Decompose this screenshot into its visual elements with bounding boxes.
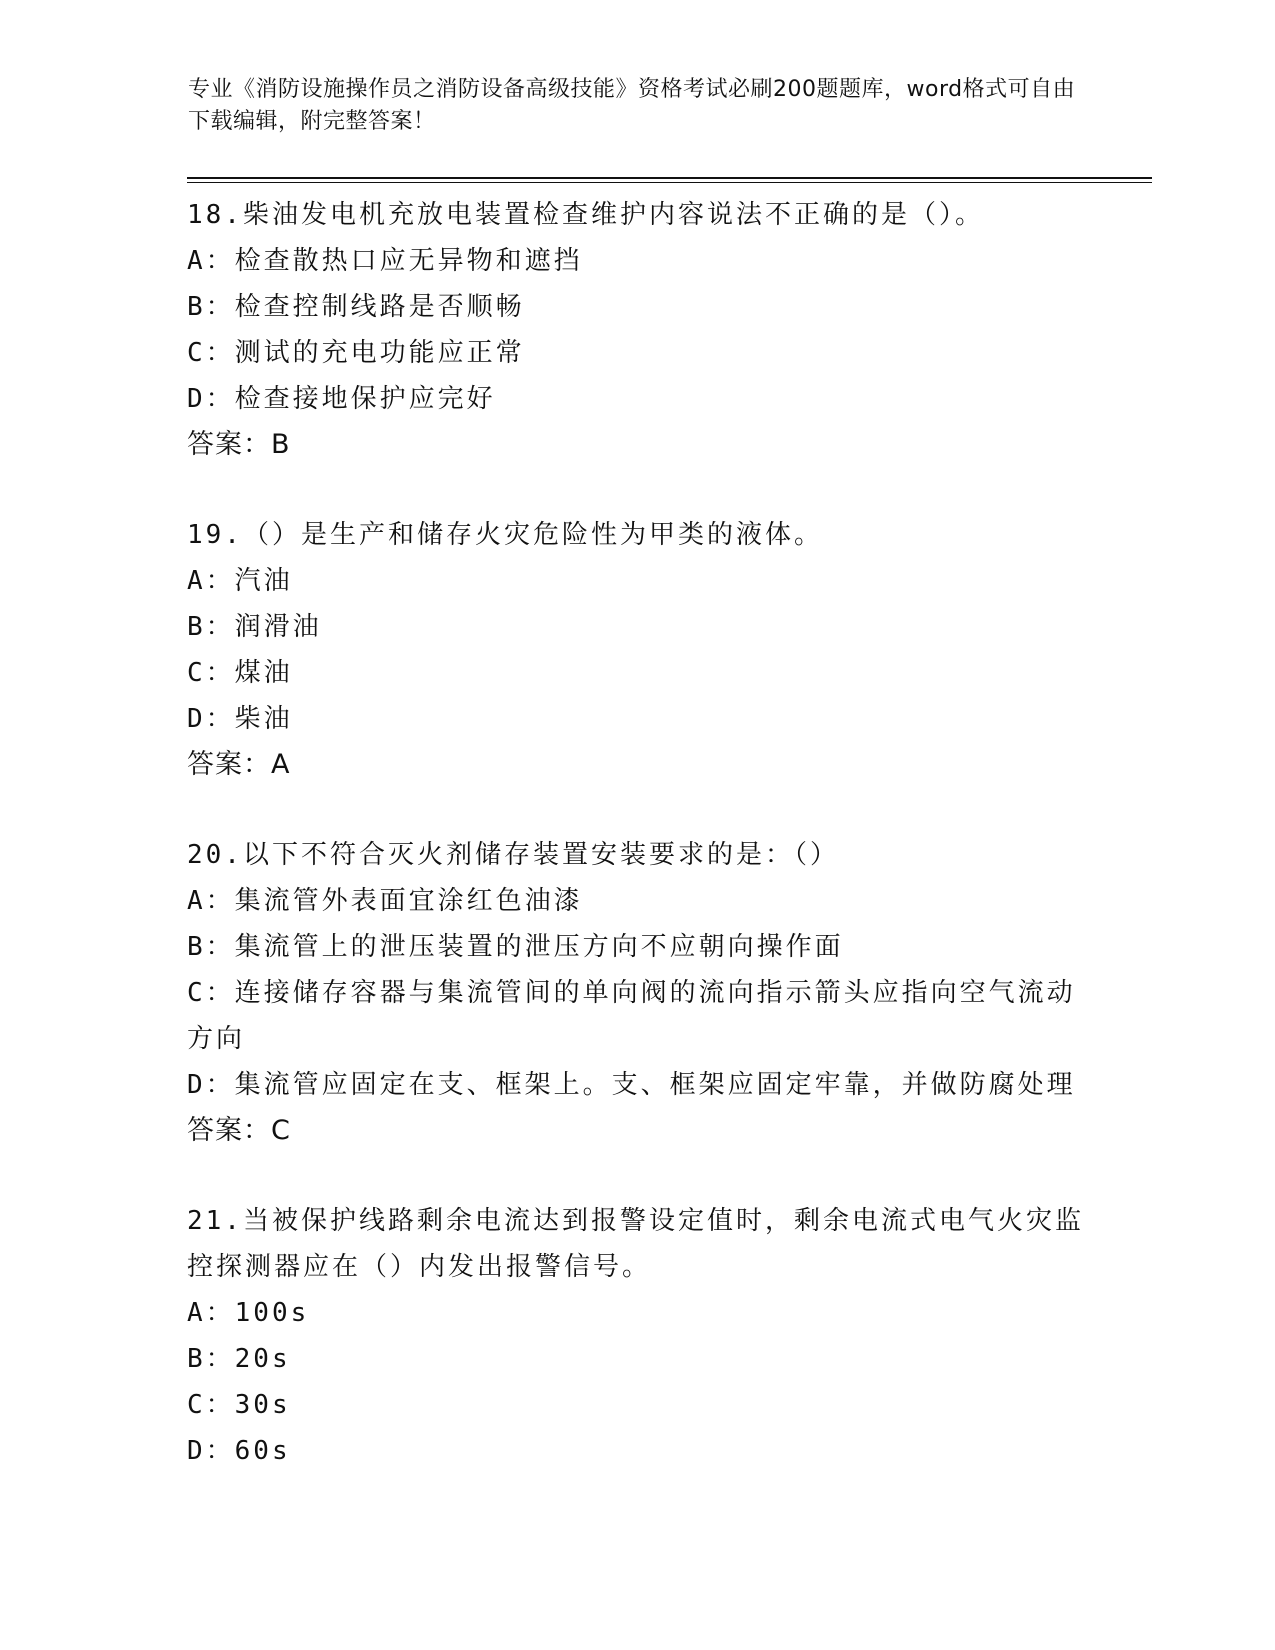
answer: 答案：B <box>187 429 291 460</box>
option-c: C：测试的充电功能应正常 <box>187 338 525 368</box>
option-a: A：集流管外表面宜涂红色油漆 <box>187 886 583 916</box>
question-text: 20.以下不符合灭火剂储存装置安装要求的是：（） <box>187 840 839 870</box>
question-text: 18.柴油发电机充放电装置检查维护内容说法不正确的是（）。 <box>187 200 984 230</box>
question-text: 21.当被保护线路剩余电流达到报警设定值时，剩余电流式电气火灾监控探测器应在（）内发出报警信号。 <box>187 1206 1084 1282</box>
answer: 答案：C <box>187 1115 291 1146</box>
header-divider-thick <box>187 177 1152 179</box>
option-d: D：60s <box>187 1436 291 1466</box>
option-c: C：连接储存容器与集流管间的单向阀的流向指示箭头应指向空气流动方向 <box>187 978 1076 1054</box>
answer: 答案：A <box>187 749 291 780</box>
question-19 <box>187 512 1087 788</box>
option-d: D：集流管应固定在支、框架上。支、框架应固定牢靠，并做防腐处理 <box>187 1070 1076 1100</box>
option-d: D：柴油 <box>187 704 293 734</box>
option-b: B：集流管上的泄压装置的泄压方向不应朝向操作面 <box>187 932 844 962</box>
document-header: 专业《消防设施操作员之消防设备高级技能》资格考试必刷200题题库，word格式可自由下载编辑，附完整答案！ <box>188 77 1076 134</box>
header-divider-thin <box>187 182 1152 183</box>
option-a: A：100s <box>187 1298 310 1328</box>
option-a: A：检查散热口应无异物和遮挡 <box>187 246 583 276</box>
question-list <box>187 192 1087 1518</box>
option-b: B：20s <box>187 1344 291 1374</box>
option-b: B：润滑油 <box>187 612 322 642</box>
question-text: 19.（）是生产和储存火灾危险性为甲类的液体。 <box>187 520 823 550</box>
option-b: B：检查控制线路是否顺畅 <box>187 292 525 322</box>
option-a: A：汽油 <box>187 566 293 596</box>
option-c: C：30s <box>187 1390 291 1420</box>
question-18 <box>187 192 1087 468</box>
question-20 <box>187 832 1087 1154</box>
question-21 <box>187 1198 1087 1474</box>
option-c: C：煤油 <box>187 658 293 688</box>
option-d: D：检查接地保护应完好 <box>187 384 496 414</box>
